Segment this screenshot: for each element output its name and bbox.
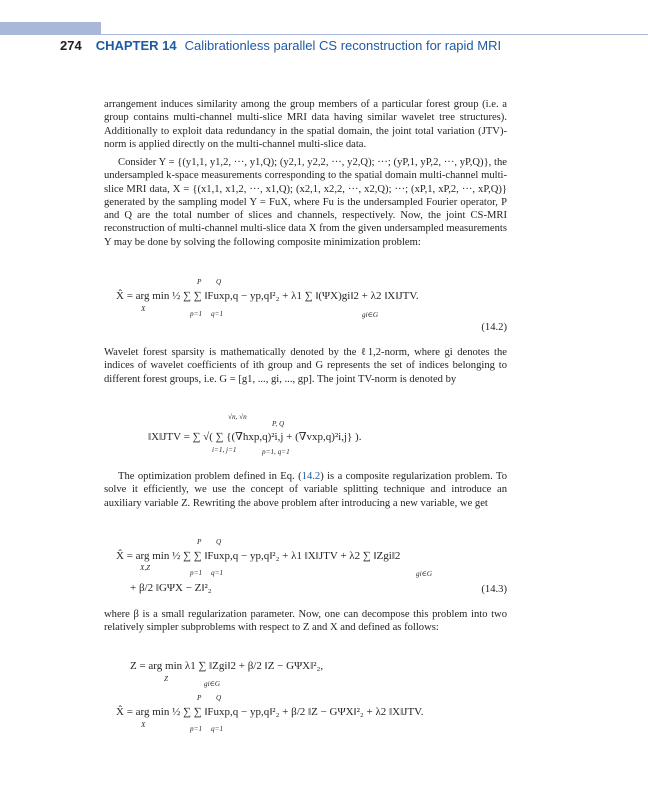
paragraph-1-text: arrangement induces similarity among the group members of a particular forest group (i.e. a group contains multi-channel multi-slice MRI data having similar wavelet tree structures). Additionally to exploit data redundancy in the spatial domain, the joint total variation (JTV)-norm is applied directly on the multi-channel multi-slice data.	[104, 99, 507, 150]
chapter-label: CHAPTER 14	[95, 38, 177, 53]
equation-number-14-2: (14.2)	[481, 322, 507, 333]
limit-upper-Q-2: Q	[216, 538, 222, 546]
limit-lower-p: p=1	[190, 310, 203, 318]
limit-upper-P: P	[197, 278, 202, 286]
limit-lower-pq: p=1, q=1	[262, 448, 290, 456]
paragraph-4-text	[104, 470, 507, 510]
running-head	[60, 37, 501, 55]
argmin-variable-x: X	[141, 721, 146, 729]
paragraph-3	[104, 346, 507, 386]
limit-lower-g-2: gi∈G	[416, 570, 433, 578]
paragraph-5-text: where β is a small regularization parameter. Now, one can decompose this problem into two relatively simpler subproblems with respect to Z and X and defined as follows:	[104, 609, 507, 634]
chapter-title: Calibrationless parallel CS reconstruction for rapid MRI	[184, 38, 502, 53]
paragraph-2-text: Consider Y = {(y1,1, y1,2, ···, y1,Q); (y2,1, y2,2, ···, y2,Q); ···; (yP,1, yP,2, ···, yP,Q)}, the undersampled k-space measurements corresponding to the spatial domain multi-channel multi-slice MRI data, X = {(x1,1, x1,2, ···, x1,Q); (x2,1, x2,2, ···, x2,Q); ···; (xP,1, xP,2, ···, xP,Q)} generated by the sampling model Y = FuX, where Fu is the undersampled Fourier operator, P and Q are the total number of slices and channels, respectively. Now, the joint CS-MRI reconstruction of multi-channel multi-slice data X from the given undersampled measurements Y may be done by solving the following composite minimization problem:	[104, 157, 507, 248]
limit-lower-q: q=1	[211, 310, 224, 318]
limit-upper-sqrtn: √n, √n	[228, 413, 247, 421]
header-rule	[101, 34, 648, 35]
limit-lower-g: gi∈G	[362, 311, 379, 319]
limit-upper-P-2: P	[197, 538, 202, 546]
paragraph-4	[104, 470, 507, 510]
equation-z-body: Z = arg min λ1 ∑ ‖Zgi‖2 + β/2 ‖Z − GΨX‖²₂,	[130, 660, 324, 672]
limit-lower-p-3: p=1	[190, 725, 203, 733]
equation-z-subproblem	[104, 658, 507, 694]
equation-14-3	[104, 538, 507, 602]
limit-upper-Q-3: Q	[216, 694, 222, 702]
limit-lower-p-2: p=1	[190, 569, 203, 577]
limit-upper-P-3: P	[197, 694, 202, 702]
equation-number-14-3: (14.3)	[481, 584, 507, 595]
equation-14-3-line2: + β/2 ‖GΨX − Z‖²₂	[130, 582, 212, 594]
paragraph-1	[104, 98, 507, 151]
paragraph-5	[104, 608, 507, 635]
limit-lower-ij: i=1, j=1	[212, 446, 237, 454]
equation-x-subproblem	[104, 694, 507, 740]
argmin-variable-z: Z	[164, 675, 168, 683]
limit-upper-Q: Q	[216, 278, 222, 286]
paragraph-4-part1: The optimization problem defined in Eq. (	[118, 471, 302, 482]
header-color-bar	[0, 22, 101, 35]
equation-x-body: X̂ = arg min ½ ∑ ∑ ‖Fuxp,q − yp,q‖²₂ + β/2 ‖Z − GΨX‖²₂ + λ2 ‖X‖JTV.	[116, 706, 424, 718]
limit-lower-g-3: gi∈G	[204, 680, 221, 688]
equation-14-3-line1: X̂ = arg min ½ ∑ ∑ ‖Fuxp,q − yp,q‖²₂ + λ1 ‖X‖JTV + λ2 ∑ ‖Zgi‖2	[116, 550, 401, 562]
limit-lower-q-3: q=1	[211, 725, 224, 733]
equation-jtv-body: ‖X‖JTV = ∑ √( ∑ {(∇hxp,q)²i,j + (∇vxp,q)²i,j} ).	[148, 431, 362, 443]
argmin-variable: X	[141, 305, 146, 313]
paragraph-4-part2: ) is a composite regularization problem. To solve it efficiently, we use the concept of variable splitting technique and introduce an auxiliary variable Z. Rewriting the above problem after introducing a new variable, we get	[104, 471, 507, 509]
limit-upper-PQ: P, Q	[272, 420, 285, 428]
equation-jtv-norm	[104, 412, 507, 462]
equation-14-2	[104, 278, 507, 336]
paragraph-2	[104, 156, 507, 249]
equation-14-2-body: X̂ = arg min ½ ∑ ∑ ‖Fuxp,q − yp,q‖²₂ + λ1 ∑ ‖(ΨX)gi‖2 + λ2 ‖X‖JTV.	[116, 290, 419, 302]
limit-lower-q-2: q=1	[211, 569, 224, 577]
paragraph-3-text: Wavelet forest sparsity is mathematically denoted by the ℓ1,2-norm, where gi denotes the indices of wavelet coefficients of ith group and G represents the set of indices belonging to different forest groups, i.e. G = [g1, ..., gi, ..., gp]. The joint TV-norm is denoted by	[104, 347, 507, 385]
equation-reference-link[interactable]: 14.2	[301, 471, 321, 482]
page-number: 274	[60, 38, 82, 53]
argmin-variables: X,Z	[140, 564, 151, 572]
